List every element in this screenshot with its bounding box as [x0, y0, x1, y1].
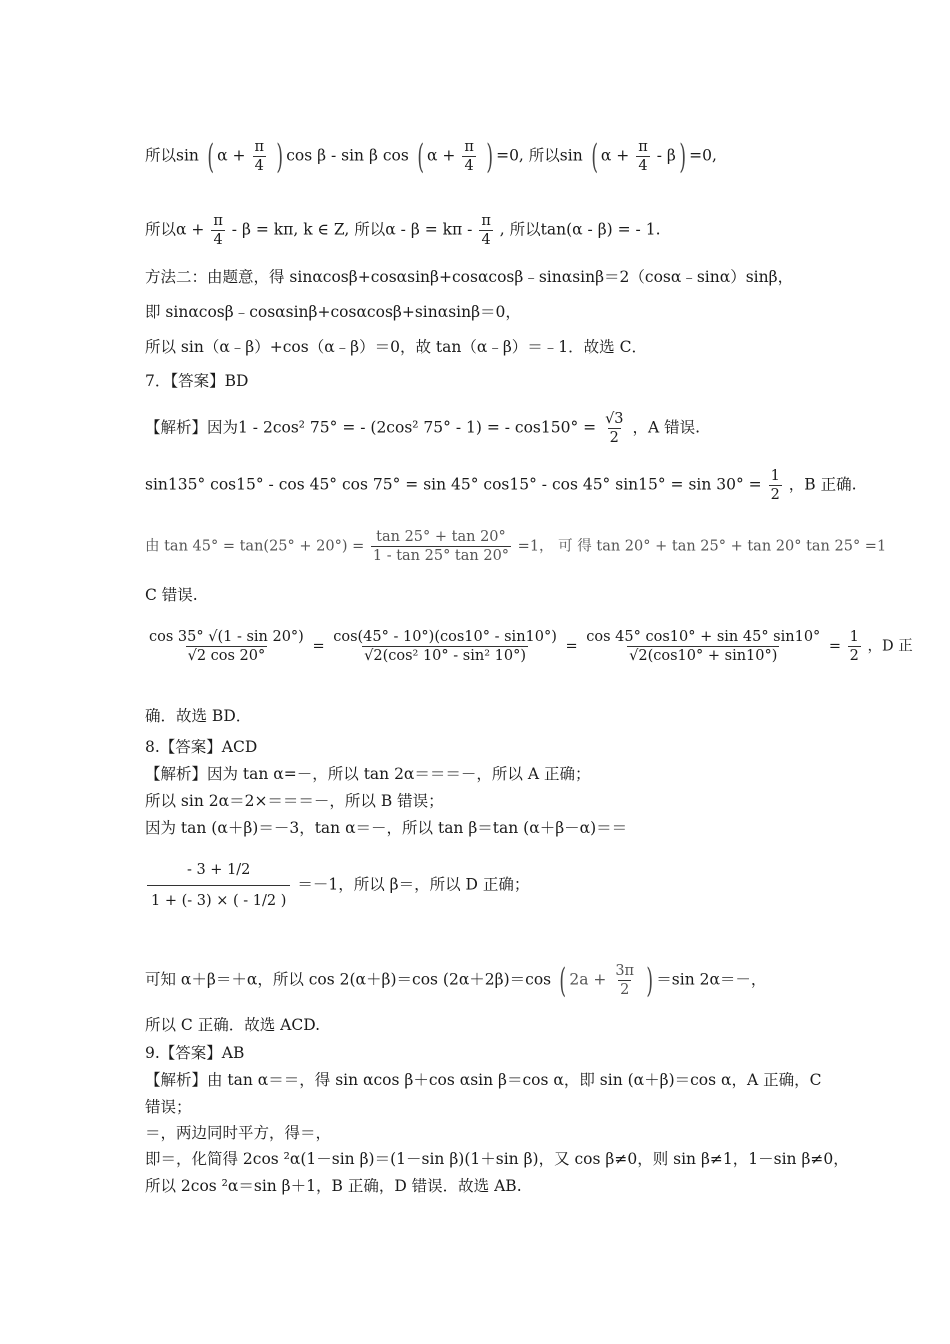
eq-line-7c: 由 tan 45° = tan(25° + 20°) = $\frac{\tan 25^\circ + \tan 20^\circ}{1 - \tan 25^\circ \tan 20^\circ}$ =1， 可 得 tan 20° + tan 25° + tan 20° tan 25° =1 — [145, 529, 887, 564]
eq-line-7e: $\frac{\cos 35^\circ √(1 - \sin 20^\circ)}{√2 \cos 20^\circ}$ = $\frac{\cos(45^\circ - 10^\circ)(\cos 10^\circ - \sin 10^\circ)}{\text{√2(cos² 10° - sin² 10°)}}$ = $\frac{\cos 45^\circ \cos 10^\circ + \sin 45^\circ \sin 10^\circ}{√2(\cos 10^\circ + \sin 10^\circ)}$ = $\frac{1}{2}$ ，D 正 — [149, 629, 913, 664]
text-line: 所以 C 正确．故选 ACD. — [145, 1016, 320, 1034]
text-line: C 错误. — [145, 586, 198, 604]
text-line: 【解析】因为 tan α=－，所以 tan 2α＝＝＝－，所以 A 正确； — [145, 765, 591, 783]
text-line: 所以 sin（α﹣β）+cos（α﹣β）＝0，故 tan（α﹣β）＝﹣1．故选 C． — [145, 338, 647, 356]
text-line: 所以 2cos ²α＝sin β＋1，B 正确，D 错误．故选 AB. — [145, 1177, 522, 1195]
eq-line-7b: sin135° cos15° - cos 45° cos 75° = sin 45° cos15° - cos 45° sin15° = sin 30° = $\frac{1}{2}$ ，B 正确. — [145, 468, 857, 503]
text-line: 错误； — [145, 1098, 192, 1116]
fraction: $\frac{\pi}{4}$ — [464, 139, 474, 174]
text-line: ＝，两边同时平方，得＝， — [145, 1124, 332, 1142]
fraction: $\frac{\pi}{4}$ — [481, 213, 491, 248]
eq-line-8d: $\frac{- 3 + 1/2}{1 + (- 3) \times ( - 1/2 )}$ ＝－1，所以 β＝，所以 D 正确； — [145, 855, 529, 916]
fraction: $\frac{\cos 35^\circ √(1 - \sin 20^\circ)}{√2 \cos 20^\circ}$ — [149, 629, 304, 664]
fraction: $\frac{1}{2}$ — [770, 468, 780, 503]
fraction: $\frac{3\pi}{2}$ — [615, 963, 635, 998]
eq-line-2: 所以α + $\frac{\pi}{4}$ - β = kπ, k ∈ Z, 所以α - β = kπ - $\frac{\pi}{4}$ , 所以tan(α - β) = - 1. — [145, 213, 661, 248]
fraction: $\frac{\cos(45^\circ - 10^\circ)(\cos 10^\circ - \sin 10^\circ)}{\text{√2(cos² 10° - sin² 10°)}}$ — [333, 629, 557, 664]
answer-heading-8: 8.【答案】ACD — [145, 738, 258, 756]
text-line: 因为 tan (α＋β)＝－3，tan α＝－，所以 tan β＝tan (α＋β－α)＝＝ — [145, 819, 628, 837]
text-line: 即 sinαcosβ﹣cosαsinβ+cosαcosβ+sinαsinβ＝0， — [145, 303, 521, 321]
fraction: $\frac{√3}{2}$ — [605, 411, 624, 446]
method-two-line: 方法二：由题意，得 sinαcosβ+cosαsinβ+cosαcosβ﹣sinαsinβ＝2（cosα﹣sinα）sinβ， — [145, 268, 794, 286]
fraction: $\frac{- 3 + 1/2}{1 + (- 3) \times ( - 1/2 )}$ — [147, 855, 290, 916]
fraction: $\frac{\cos 45^\circ \cos 10^\circ + \sin 45^\circ \sin 10^\circ}{√2(\cos 10^\circ + \sin 10^\circ)}$ — [586, 629, 821, 664]
fraction: $\frac{\pi}{4}$ — [638, 139, 648, 174]
fraction: $\frac{1}{2}$ — [849, 629, 859, 664]
text-line: 确．故选 BD． — [145, 707, 252, 725]
text-line: 所以 sin 2α＝2×＝＝＝－，所以 B 错误； — [145, 792, 444, 810]
answer-heading-7: 7．【答案】BD — [145, 372, 249, 390]
eq-line-1: 所以sin ( α + $\frac{\pi}{4}$ ) cos β - sin β cos ( α + $\frac{\pi}{4}$ ) =0, 所以sin ( α + $\frac{\pi}{4}$ - β) =0, — [145, 136, 717, 177]
fraction: $\frac{\tan 25^\circ + \tan 20^\circ}{1 - \tan 25^\circ \tan 20^\circ}$ — [372, 529, 510, 564]
text-line: 即＝，化简得 2cos ²α(1－sin β)＝(1－sin β)(1＋sin β)，又 cos β≠0，则 sin β≠1，1－sin β≠0， — [145, 1150, 849, 1168]
answer-heading-9: 9.【答案】AB — [145, 1044, 245, 1062]
eq-line-7a: 【解析】因为1 - 2cos² 75° = - (2cos² 75° - 1) = - cos150° = $\frac{√3}{2}$ ，A 错误. — [145, 411, 701, 446]
text-line: 【解析】由 tan α＝＝，得 sin αcos β＋cos αsin β＝cos α，即 sin (α＋β)＝cos α，A 正确，C — [145, 1071, 822, 1089]
eq-line-8e: 可知 α＋β＝＋α，所以 cos 2(α＋β)＝cos (2α＋2β)＝cos ( 2a + $\frac{3\pi}{2}$ ) ＝sin 2α＝－， — [145, 960, 767, 1001]
fraction: $\frac{\pi}{4}$ — [213, 213, 223, 248]
fraction: $\frac{\pi}{4}$ — [254, 139, 264, 174]
